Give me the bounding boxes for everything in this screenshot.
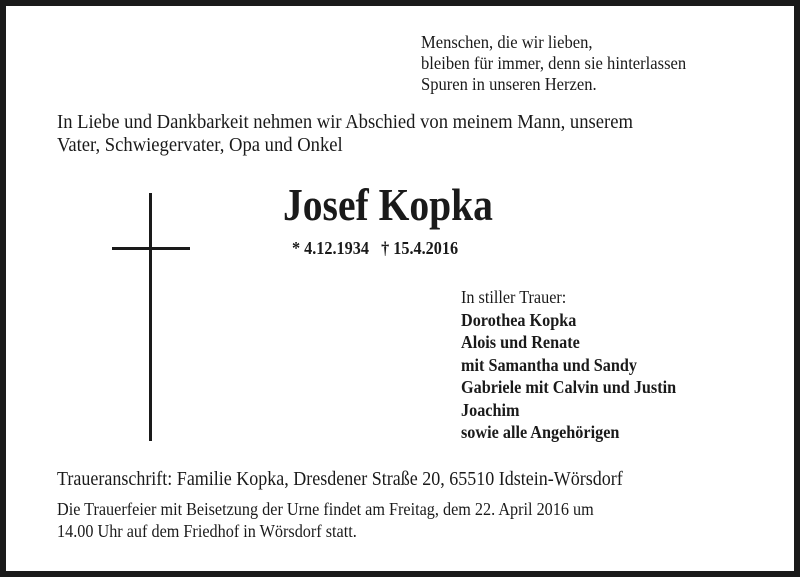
life-dates: * 4.12.1934 † 15.4.2016	[292, 238, 459, 258]
mourner-name: Gabriele mit Calvin und Justin	[461, 377, 677, 397]
cross-icon-bar	[112, 247, 190, 250]
obituary-notice	[6, 6, 794, 571]
quote-line: Menschen, die wir lieben,	[421, 32, 593, 52]
deceased-name: Josef Kopka	[283, 179, 493, 230]
cross-icon	[149, 193, 152, 441]
mourning-address: Traueranschrift: Familie Kopka, Dresdener Straße 20, 65510 Idstein-Wörsdorf	[57, 468, 623, 490]
mourner-name: mit Samantha und Sandy	[461, 355, 638, 375]
mourner-name: sowie alle Angehörigen	[461, 422, 620, 442]
intro-line: Vater, Schwiegervater, Opa und Onkel	[57, 134, 343, 156]
intro-line: In Liebe und Dankbarkeit nehmen wir Abschied von meinem Mann, unserem	[57, 111, 633, 133]
mourner-name: Alois und Renate	[461, 332, 580, 352]
mourner-name: Joachim	[461, 400, 520, 420]
mourners-heading: In stiller Trauer:	[461, 287, 567, 307]
quote-line: bleiben für immer, denn sie hinterlassen	[421, 53, 687, 73]
mourner-name: Dorothea Kopka	[461, 310, 577, 330]
ceremony-line: Die Trauerfeier mit Beisetzung der Urne findet am Freitag, dem 22. April 2016 um	[57, 499, 594, 519]
quote-line: Spuren in unseren Herzen.	[421, 74, 597, 94]
ceremony-line: 14.00 Uhr auf dem Friedhof in Wörsdorf statt.	[57, 521, 357, 541]
